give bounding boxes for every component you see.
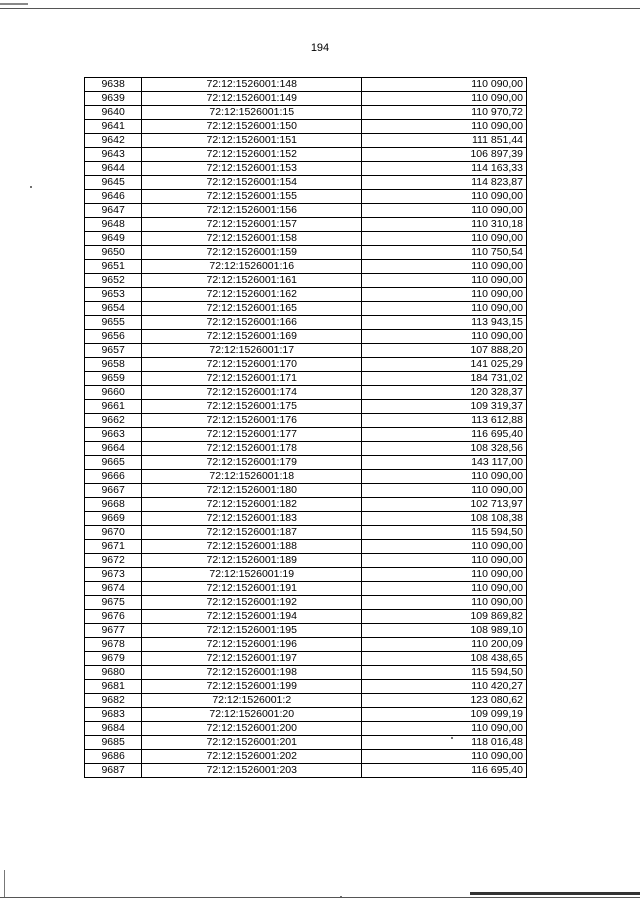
- table-row: [85, 176, 527, 190]
- table-row: [85, 246, 527, 260]
- row-number-cell: 9676: [85, 610, 142, 624]
- table-row: [85, 568, 527, 582]
- cadastral-value-cell: 143 117,00: [362, 456, 527, 470]
- row-number-cell: 9641: [85, 120, 142, 134]
- cadastral-number-cell: 72:12:1526001:162: [142, 288, 362, 302]
- cadastral-value-cell: 110 970,72: [362, 106, 527, 120]
- cadastral-value-cell: 108 989,10: [362, 624, 527, 638]
- row-number-cell: 9651: [85, 260, 142, 274]
- cadastral-number-cell: 72:12:1526001:170: [142, 358, 362, 372]
- cadastral-number-cell: 72:12:1526001:202: [142, 750, 362, 764]
- row-number-cell: 9684: [85, 722, 142, 736]
- cadastral-number-cell: 72:12:1526001:158: [142, 232, 362, 246]
- cadastral-value-cell: 115 594,50: [362, 666, 527, 680]
- cadastral-number-cell: 72:12:1526001:179: [142, 456, 362, 470]
- row-number-cell: 9654: [85, 302, 142, 316]
- cadastral-number-cell: 72:12:1526001:18: [142, 470, 362, 484]
- cadastral-value-cell: 109 099,19: [362, 708, 527, 722]
- table-row: [85, 680, 527, 694]
- table-row: [85, 414, 527, 428]
- table-row: [85, 442, 527, 456]
- cadastral-number-cell: 72:12:1526001:198: [142, 666, 362, 680]
- cadastral-value-cell: 110 090,00: [362, 204, 527, 218]
- cadastral-value-cell: 110 090,00: [362, 302, 527, 316]
- cadastral-number-cell: 72:12:1526001:195: [142, 624, 362, 638]
- cadastral-number-cell: 72:12:1526001:178: [142, 442, 362, 456]
- bottom-scan-border: [0, 897, 640, 898]
- table-row: [85, 582, 527, 596]
- cadastral-value-cell: 115 594,50: [362, 526, 527, 540]
- cadastral-value-cell: 110 090,00: [362, 288, 527, 302]
- row-number-cell: 9639: [85, 92, 142, 106]
- cadastral-number-cell: 72:12:1526001:176: [142, 414, 362, 428]
- table-row: [85, 120, 527, 134]
- table-row: [85, 148, 527, 162]
- table-row: [85, 204, 527, 218]
- cadastral-number-cell: 72:12:1526001:196: [142, 638, 362, 652]
- cadastral-number-cell: 72:12:1526001:192: [142, 596, 362, 610]
- cadastral-value-cell: 111 851,44: [362, 134, 527, 148]
- table-row: [85, 386, 527, 400]
- cadastral-value-cell: 110 090,00: [362, 92, 527, 106]
- cadastral-number-cell: 72:12:1526001:19: [142, 568, 362, 582]
- table-row: [85, 78, 527, 92]
- cadastral-value-cell: 118 016,48: [362, 736, 527, 750]
- cadastral-number-cell: 72:12:1526001:154: [142, 176, 362, 190]
- row-number-cell: 9642: [85, 134, 142, 148]
- table-row: [85, 512, 527, 526]
- row-number-cell: 9668: [85, 498, 142, 512]
- table-row: [85, 260, 527, 274]
- row-number-cell: 9677: [85, 624, 142, 638]
- table-row: [85, 638, 527, 652]
- table-row: [85, 498, 527, 512]
- cadastral-number-cell: 72:12:1526001:20: [142, 708, 362, 722]
- cadastral-number-cell: 72:12:1526001:201: [142, 736, 362, 750]
- cadastral-number-cell: 72:12:1526001:199: [142, 680, 362, 694]
- row-number-cell: 9662: [85, 414, 142, 428]
- page-number: 194: [310, 42, 330, 54]
- cadastral-value-cell: 110 090,00: [362, 582, 527, 596]
- cadastral-value-cell: 110 750,54: [362, 246, 527, 260]
- table-row: [85, 456, 527, 470]
- cadastral-number-cell: 72:12:1526001:150: [142, 120, 362, 134]
- cadastral-value-cell: 110 200,09: [362, 638, 527, 652]
- row-number-cell: 9685: [85, 736, 142, 750]
- cadastral-number-cell: 72:12:1526001:151: [142, 134, 362, 148]
- row-number-cell: 9648: [85, 218, 142, 232]
- row-number-cell: 9644: [85, 162, 142, 176]
- cadastral-number-cell: 72:12:1526001:157: [142, 218, 362, 232]
- table-row: [85, 302, 527, 316]
- cadastral-value-cell: 107 888,20: [362, 344, 527, 358]
- cadastral-number-cell: 72:12:1526001:194: [142, 610, 362, 624]
- cadastral-value-cell: 113 612,88: [362, 414, 527, 428]
- cadastral-value-cell: 110 090,00: [362, 540, 527, 554]
- table-row: [85, 400, 527, 414]
- cadastral-value-cell: 110 420,27: [362, 680, 527, 694]
- cadastral-value-cell: 110 090,00: [362, 274, 527, 288]
- cadastral-number-cell: 72:12:1526001:152: [142, 148, 362, 162]
- table-row: [85, 218, 527, 232]
- table-row: [85, 652, 527, 666]
- cadastral-number-cell: 72:12:1526001:171: [142, 372, 362, 386]
- cadastral-number-cell: 72:12:1526001:161: [142, 274, 362, 288]
- row-number-cell: 9669: [85, 512, 142, 526]
- cadastral-value-cell: 110 090,00: [362, 330, 527, 344]
- table-row: [85, 316, 527, 330]
- cadastral-number-cell: 72:12:1526001:189: [142, 554, 362, 568]
- cadastral-value-cell: 110 090,00: [362, 470, 527, 484]
- scan-edge-mark: [0, 3, 28, 5]
- cadastral-value-cell: 113 943,15: [362, 316, 527, 330]
- row-number-cell: 9682: [85, 694, 142, 708]
- table-row: [85, 330, 527, 344]
- cadastral-value-cell: 110 090,00: [362, 596, 527, 610]
- row-number-cell: 9665: [85, 456, 142, 470]
- row-number-cell: 9656: [85, 330, 142, 344]
- cadastral-number-cell: 72:12:1526001:197: [142, 652, 362, 666]
- cadastral-value-cell: 110 090,00: [362, 554, 527, 568]
- cadastral-value-cell: 110 090,00: [362, 722, 527, 736]
- table-row: [85, 750, 527, 764]
- table-body: [85, 78, 527, 778]
- table-row: [85, 666, 527, 680]
- cadastral-value-cell: 108 438,65: [362, 652, 527, 666]
- cadastral-value-cell: 106 897,39: [362, 148, 527, 162]
- row-number-cell: 9675: [85, 596, 142, 610]
- row-number-cell: 9658: [85, 358, 142, 372]
- row-number-cell: 9664: [85, 442, 142, 456]
- cadastral-value-cell: 108 108,38: [362, 512, 527, 526]
- cadastral-number-cell: 72:12:1526001:188: [142, 540, 362, 554]
- table-row: [85, 162, 527, 176]
- cadastral-value-cell: 110 090,00: [362, 750, 527, 764]
- table-row: [85, 484, 527, 498]
- table-row: [85, 694, 527, 708]
- table-row: [85, 610, 527, 624]
- cadastral-number-cell: 72:12:1526001:15: [142, 106, 362, 120]
- row-number-cell: 9671: [85, 540, 142, 554]
- cadastral-value-table: [84, 77, 527, 778]
- table-row: [85, 92, 527, 106]
- cadastral-value-cell: 109 319,37: [362, 400, 527, 414]
- table-row: [85, 372, 527, 386]
- cadastral-number-cell: 72:12:1526001:175: [142, 400, 362, 414]
- row-number-cell: 9659: [85, 372, 142, 386]
- row-number-cell: 9678: [85, 638, 142, 652]
- table-row: [85, 134, 527, 148]
- cadastral-number-cell: 72:12:1526001:187: [142, 526, 362, 540]
- row-number-cell: 9638: [85, 78, 142, 92]
- cadastral-value-cell: 110 090,00: [362, 232, 527, 246]
- table-row: [85, 764, 527, 778]
- row-number-cell: 9673: [85, 568, 142, 582]
- table-row: [85, 708, 527, 722]
- cadastral-number-cell: 72:12:1526001:148: [142, 78, 362, 92]
- row-number-cell: 9650: [85, 246, 142, 260]
- row-number-cell: 9666: [85, 470, 142, 484]
- table-row: [85, 722, 527, 736]
- table-row: [85, 344, 527, 358]
- cadastral-value-cell: 110 090,00: [362, 568, 527, 582]
- cadastral-value-cell: 110 090,00: [362, 78, 527, 92]
- cadastral-value-cell: 184 731,02: [362, 372, 527, 386]
- cadastral-number-cell: 72:12:1526001:155: [142, 190, 362, 204]
- table-row: [85, 526, 527, 540]
- cadastral-value-cell: 114 823,87: [362, 176, 527, 190]
- cadastral-number-cell: 72:12:1526001:180: [142, 484, 362, 498]
- table-row: [85, 540, 527, 554]
- cadastral-value-cell: 108 328,56: [362, 442, 527, 456]
- cadastral-number-cell: 72:12:1526001:191: [142, 582, 362, 596]
- cadastral-value-cell: 116 695,40: [362, 428, 527, 442]
- row-number-cell: 9646: [85, 190, 142, 204]
- row-number-cell: 9679: [85, 652, 142, 666]
- row-number-cell: 9681: [85, 680, 142, 694]
- table-row: [85, 554, 527, 568]
- cadastral-number-cell: 72:12:1526001:200: [142, 722, 362, 736]
- cadastral-value-cell: 110 090,00: [362, 190, 527, 204]
- cadastral-number-cell: 72:12:1526001:156: [142, 204, 362, 218]
- cadastral-number-cell: 72:12:1526001:149: [142, 92, 362, 106]
- cadastral-number-cell: 72:12:1526001:153: [142, 162, 362, 176]
- cadastral-number-cell: 72:12:1526001:203: [142, 764, 362, 778]
- table-row: [85, 232, 527, 246]
- row-number-cell: 9667: [85, 484, 142, 498]
- row-number-cell: 9687: [85, 764, 142, 778]
- row-number-cell: 9640: [85, 106, 142, 120]
- cadastral-number-cell: 72:12:1526001:169: [142, 330, 362, 344]
- row-number-cell: 9674: [85, 582, 142, 596]
- cadastral-number-cell: 72:12:1526001:183: [142, 512, 362, 526]
- row-number-cell: 9686: [85, 750, 142, 764]
- row-number-cell: 9652: [85, 274, 142, 288]
- cadastral-number-cell: 72:12:1526001:166: [142, 316, 362, 330]
- table-row: [85, 596, 527, 610]
- table-row: [85, 190, 527, 204]
- table-row: [85, 358, 527, 372]
- cadastral-value-cell: 110 090,00: [362, 120, 527, 134]
- cadastral-value-cell: 141 025,29: [362, 358, 527, 372]
- table-row: [85, 428, 527, 442]
- cadastral-value-cell: 116 695,40: [362, 764, 527, 778]
- scan-edge-mark: [470, 892, 640, 895]
- cadastral-value-cell: 123 080,62: [362, 694, 527, 708]
- cadastral-value-cell: 120 328,37: [362, 386, 527, 400]
- table-row: [85, 288, 527, 302]
- table-row: [85, 274, 527, 288]
- row-number-cell: 9655: [85, 316, 142, 330]
- top-scan-border: [0, 8, 640, 9]
- cadastral-value-cell: 114 163,33: [362, 162, 527, 176]
- row-number-cell: 9649: [85, 232, 142, 246]
- row-number-cell: 9680: [85, 666, 142, 680]
- scan-speck: [451, 737, 453, 739]
- table-row: [85, 624, 527, 638]
- cadastral-number-cell: 72:12:1526001:2: [142, 694, 362, 708]
- row-number-cell: 9670: [85, 526, 142, 540]
- cadastral-number-cell: 72:12:1526001:182: [142, 498, 362, 512]
- cadastral-number-cell: 72:12:1526001:177: [142, 428, 362, 442]
- row-number-cell: 9645: [85, 176, 142, 190]
- scan-speck: [30, 186, 32, 188]
- cadastral-number-cell: 72:12:1526001:17: [142, 344, 362, 358]
- cadastral-number-cell: 72:12:1526001:159: [142, 246, 362, 260]
- table-row: [85, 106, 527, 120]
- cadastral-value-cell: 102 713,97: [362, 498, 527, 512]
- row-number-cell: 9657: [85, 344, 142, 358]
- row-number-cell: 9660: [85, 386, 142, 400]
- cadastral-value-cell: 110 090,00: [362, 484, 527, 498]
- row-number-cell: 9643: [85, 148, 142, 162]
- scan-edge-mark: [4, 870, 5, 898]
- cadastral-number-cell: 72:12:1526001:174: [142, 386, 362, 400]
- row-number-cell: 9672: [85, 554, 142, 568]
- row-number-cell: 9661: [85, 400, 142, 414]
- row-number-cell: 9647: [85, 204, 142, 218]
- row-number-cell: 9683: [85, 708, 142, 722]
- table-row: [85, 470, 527, 484]
- cadastral-value-cell: 109 869,82: [362, 610, 527, 624]
- cadastral-value-cell: 110 310,18: [362, 218, 527, 232]
- cadastral-number-cell: 72:12:1526001:16: [142, 260, 362, 274]
- row-number-cell: 9653: [85, 288, 142, 302]
- cadastral-value-cell: 110 090,00: [362, 260, 527, 274]
- cadastral-number-cell: 72:12:1526001:165: [142, 302, 362, 316]
- row-number-cell: 9663: [85, 428, 142, 442]
- table-row: [85, 736, 527, 750]
